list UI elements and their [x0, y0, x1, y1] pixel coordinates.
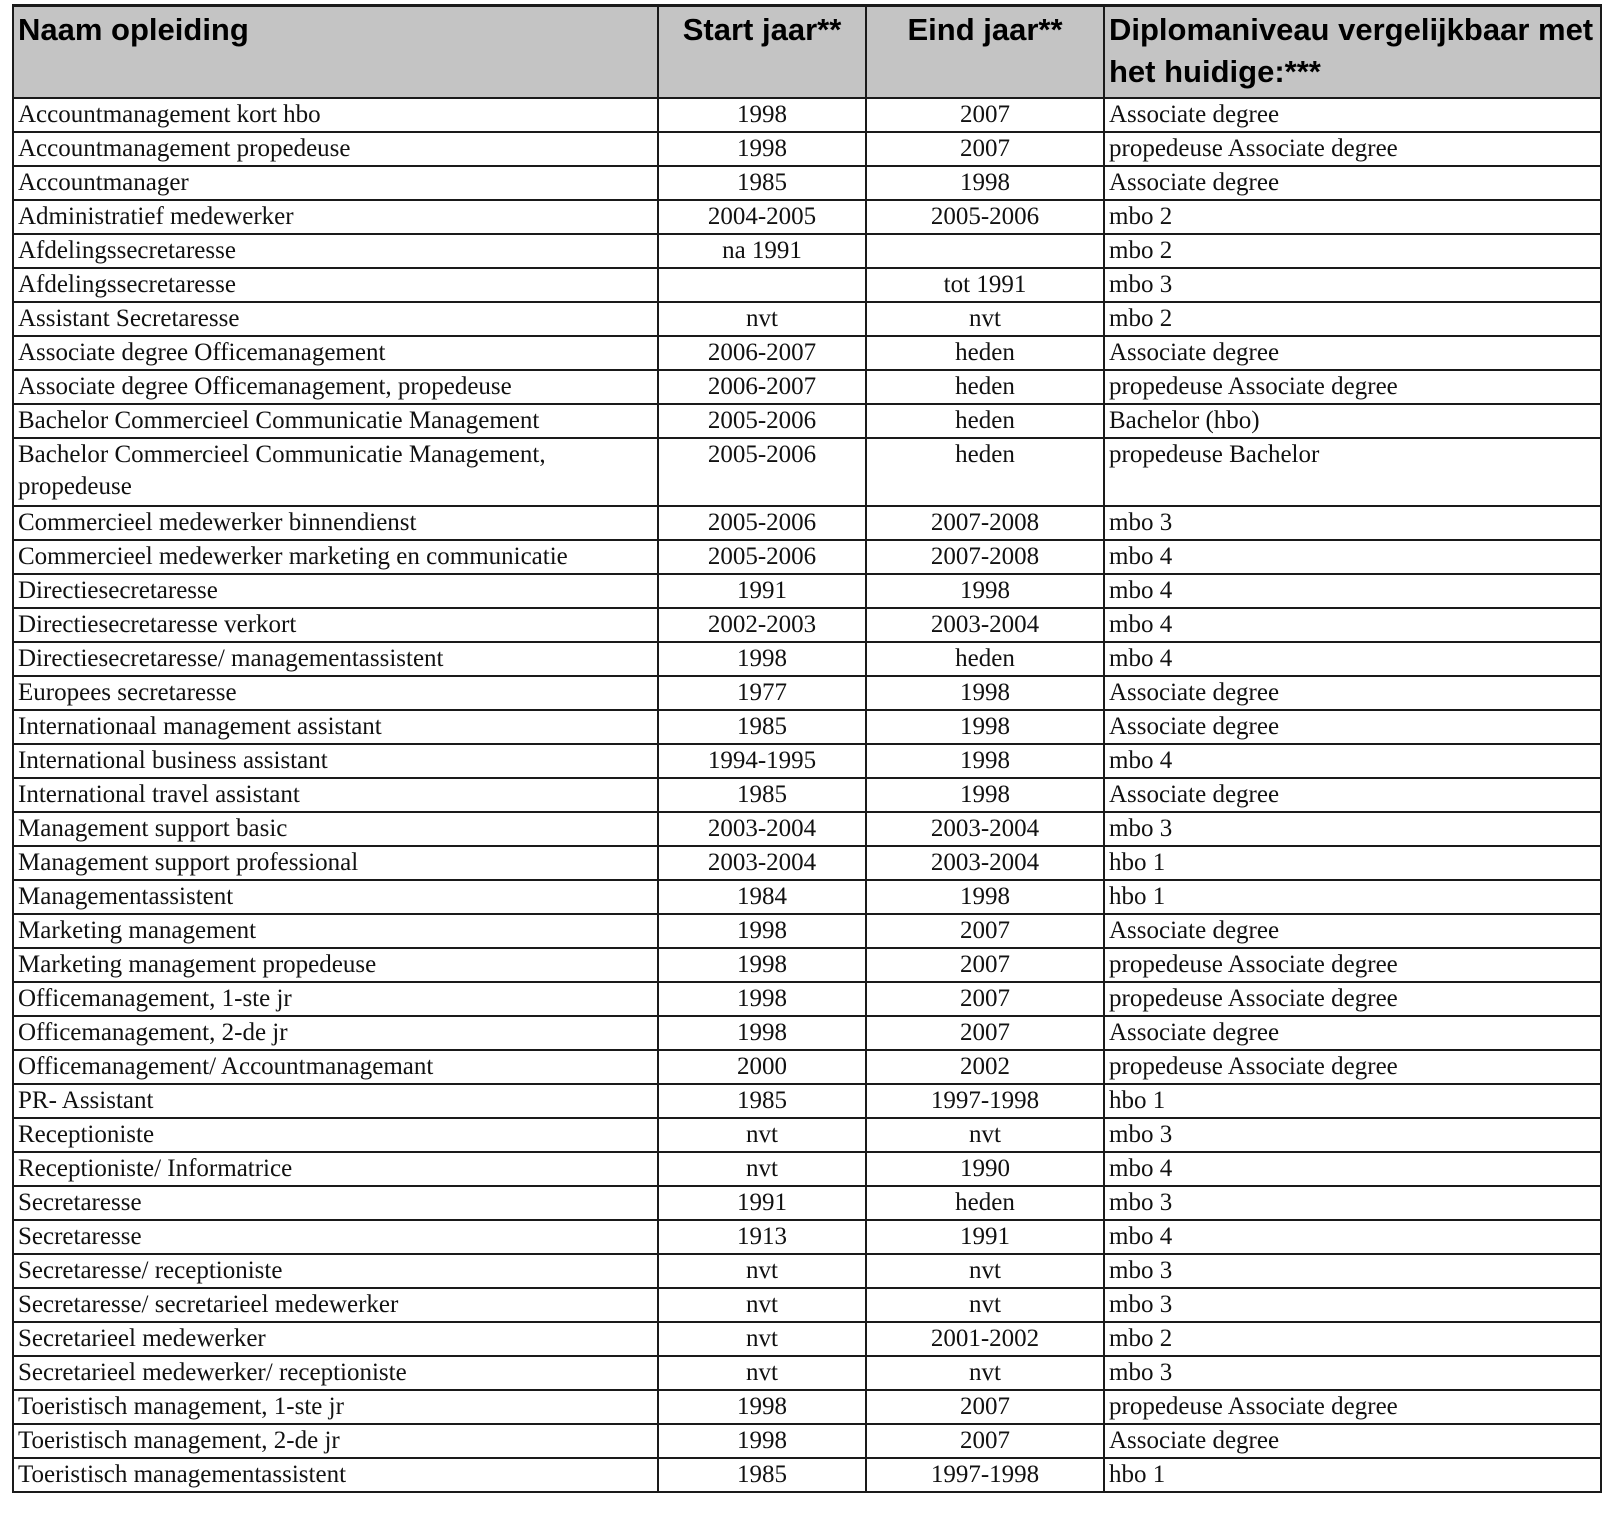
cell-start-year: 2003-2004 [658, 812, 866, 846]
cell-start-year: 1984 [658, 880, 866, 914]
cell-name: Accountmanager [13, 166, 658, 200]
cell-end-year: 1997-1998 [866, 1458, 1104, 1492]
cell-end-year: nvt [866, 302, 1104, 336]
cell-start-year: 2006-2007 [658, 370, 866, 404]
cell-end-year: 2003-2004 [866, 846, 1104, 880]
diploma-table [12, 4, 1602, 1493]
cell-diploma-level: mbo 3 [1104, 506, 1601, 540]
cell-diploma-level: mbo 3 [1104, 812, 1601, 846]
table-row [13, 880, 1601, 914]
cell-end-year: 2007-2008 [866, 506, 1104, 540]
table-row [13, 1186, 1601, 1220]
table-row [13, 846, 1601, 880]
cell-diploma-level: mbo 3 [1104, 268, 1601, 302]
cell-name: Officemanagement, 2-de jr [13, 1016, 658, 1050]
cell-start-year: 2005-2006 [658, 540, 866, 574]
cell-name: Directiesecretaresse/ managementassistent [13, 642, 658, 676]
cell-name: Associate degree Officemanagement [13, 336, 658, 370]
cell-diploma-level: Associate degree [1104, 676, 1601, 710]
cell-end-year: 1998 [866, 710, 1104, 744]
cell-name: Secretarieel medewerker/ receptioniste [13, 1356, 658, 1390]
cell-name: Managementassistent [13, 880, 658, 914]
cell-end-year: 2007 [866, 948, 1104, 982]
cell-name: Secretarieel medewerker [13, 1322, 658, 1356]
cell-start-year: nvt [658, 1288, 866, 1322]
header-diploma-level: Diplomaniveau vergelijkbaar met het huidige:*** [1104, 6, 1601, 99]
cell-diploma-level: propedeuse Associate degree [1104, 948, 1601, 982]
cell-start-year: nvt [658, 302, 866, 336]
cell-name: Afdelingssecretaresse [13, 268, 658, 302]
cell-start-year: 2003-2004 [658, 846, 866, 880]
cell-start-year: 1998 [658, 1424, 866, 1458]
table-row [13, 744, 1601, 778]
table-row [13, 948, 1601, 982]
table-row [13, 540, 1601, 574]
cell-diploma-level: mbo 4 [1104, 1220, 1601, 1254]
cell-diploma-level: Associate degree [1104, 778, 1601, 812]
cell-end-year: 1998 [866, 574, 1104, 608]
cell-end-year: 1997-1998 [866, 1084, 1104, 1118]
cell-diploma-level: hbo 1 [1104, 880, 1601, 914]
cell-end-year: heden [866, 370, 1104, 404]
table-row [13, 982, 1601, 1016]
cell-end-year: 2005-2006 [866, 200, 1104, 234]
cell-end-year: 2001-2002 [866, 1322, 1104, 1356]
table-row [13, 1084, 1601, 1118]
cell-end-year: 2007 [866, 1390, 1104, 1424]
cell-start-year: 2006-2007 [658, 336, 866, 370]
table-row [13, 1220, 1601, 1254]
header-start-year: Start jaar** [658, 6, 866, 99]
table-row [13, 1254, 1601, 1288]
cell-diploma-level: hbo 1 [1104, 846, 1601, 880]
cell-end-year: 2007 [866, 1016, 1104, 1050]
cell-end-year: nvt [866, 1356, 1104, 1390]
cell-diploma-level: mbo 4 [1104, 744, 1601, 778]
cell-start-year: 1991 [658, 574, 866, 608]
table-row [13, 1424, 1601, 1458]
table-row [13, 1458, 1601, 1492]
cell-end-year: heden [866, 336, 1104, 370]
cell-start-year: 1985 [658, 778, 866, 812]
table-row [13, 438, 1601, 506]
cell-name: International travel assistant [13, 778, 658, 812]
cell-start-year: 1994-1995 [658, 744, 866, 778]
cell-end-year: 2007-2008 [866, 540, 1104, 574]
cell-start-year: 2002-2003 [658, 608, 866, 642]
cell-end-year: heden [866, 1186, 1104, 1220]
cell-start-year: 1998 [658, 914, 866, 948]
cell-diploma-level: mbo 3 [1104, 1118, 1601, 1152]
table-body [13, 98, 1601, 1492]
table-row [13, 268, 1601, 302]
cell-end-year: 2007 [866, 132, 1104, 166]
cell-name: Secretaresse/ receptioniste [13, 1254, 658, 1288]
cell-diploma-level: Associate degree [1104, 914, 1601, 948]
cell-end-year: nvt [866, 1288, 1104, 1322]
table-row [13, 1288, 1601, 1322]
cell-end-year: 2002 [866, 1050, 1104, 1084]
table-row [13, 574, 1601, 608]
cell-end-year: 1998 [866, 166, 1104, 200]
cell-diploma-level: mbo 4 [1104, 642, 1601, 676]
cell-name: Afdelingssecretaresse [13, 234, 658, 268]
cell-name: Secretaresse [13, 1220, 658, 1254]
cell-diploma-level: Associate degree [1104, 710, 1601, 744]
cell-diploma-level: propedeuse Associate degree [1104, 1390, 1601, 1424]
cell-end-year [866, 234, 1104, 268]
cell-name: Toeristisch management, 1-ste jr [13, 1390, 658, 1424]
cell-end-year: 2007 [866, 982, 1104, 1016]
cell-name: Europees secretaresse [13, 676, 658, 710]
cell-start-year: 2005-2006 [658, 404, 866, 438]
cell-diploma-level: mbo 3 [1104, 1288, 1601, 1322]
cell-end-year: 2007 [866, 914, 1104, 948]
cell-diploma-level: propedeuse Associate degree [1104, 132, 1601, 166]
cell-start-year: 1977 [658, 676, 866, 710]
cell-end-year: 1990 [866, 1152, 1104, 1186]
table-row [13, 812, 1601, 846]
cell-name: Officemanagement, 1-ste jr [13, 982, 658, 1016]
table-row [13, 98, 1601, 132]
cell-diploma-level: Associate degree [1104, 98, 1601, 132]
cell-name: Internationaal management assistant [13, 710, 658, 744]
cell-start-year: 1991 [658, 1186, 866, 1220]
cell-start-year: 2000 [658, 1050, 866, 1084]
table-row [13, 778, 1601, 812]
diploma-table-sheet [12, 4, 1600, 1493]
table-row [13, 302, 1601, 336]
cell-start-year: nvt [658, 1254, 866, 1288]
table-row [13, 1050, 1601, 1084]
cell-start-year: 1985 [658, 1084, 866, 1118]
table-row [13, 1356, 1601, 1390]
cell-start-year: nvt [658, 1322, 866, 1356]
cell-name: Bachelor Commercieel Communicatie Management [13, 404, 658, 438]
cell-diploma-level: Associate degree [1104, 336, 1601, 370]
cell-diploma-level: hbo 1 [1104, 1458, 1601, 1492]
cell-end-year: 1998 [866, 778, 1104, 812]
cell-diploma-level: mbo 3 [1104, 1186, 1601, 1220]
cell-diploma-level: hbo 1 [1104, 1084, 1601, 1118]
cell-start-year: na 1991 [658, 234, 866, 268]
cell-start-year: 1998 [658, 98, 866, 132]
cell-name: Commercieel medewerker binnendienst [13, 506, 658, 540]
cell-diploma-level: mbo 4 [1104, 540, 1601, 574]
table-row [13, 370, 1601, 404]
header-row [13, 6, 1601, 99]
cell-start-year: 1985 [658, 1458, 866, 1492]
table-row [13, 166, 1601, 200]
table-row [13, 710, 1601, 744]
cell-diploma-level: mbo 4 [1104, 574, 1601, 608]
cell-start-year: 1913 [658, 1220, 866, 1254]
cell-start-year: 1998 [658, 948, 866, 982]
cell-name: Officemanagement/ Accountmanagemant [13, 1050, 658, 1084]
cell-diploma-level: mbo 4 [1104, 1152, 1601, 1186]
cell-end-year: 1998 [866, 744, 1104, 778]
cell-name: Directiesecretaresse verkort [13, 608, 658, 642]
cell-diploma-level: propedeuse Associate degree [1104, 982, 1601, 1016]
table-row [13, 1390, 1601, 1424]
table-row [13, 404, 1601, 438]
cell-start-year: 1998 [658, 132, 866, 166]
cell-name: Directiesecretaresse [13, 574, 658, 608]
cell-end-year: 2007 [866, 1424, 1104, 1458]
table-row [13, 1322, 1601, 1356]
cell-diploma-level: Associate degree [1104, 166, 1601, 200]
cell-start-year: 1998 [658, 1016, 866, 1050]
cell-name: International business assistant [13, 744, 658, 778]
cell-end-year: heden [866, 404, 1104, 438]
table-row [13, 676, 1601, 710]
table-row [13, 914, 1601, 948]
cell-diploma-level: propedeuse Associate degree [1104, 370, 1601, 404]
cell-end-year: heden [866, 438, 1104, 506]
cell-name: Receptioniste [13, 1118, 658, 1152]
cell-name: Toeristisch management, 2-de jr [13, 1424, 658, 1458]
table-row [13, 642, 1601, 676]
table-row [13, 132, 1601, 166]
cell-start-year: 1998 [658, 982, 866, 1016]
table-row [13, 1016, 1601, 1050]
cell-diploma-level: mbo 2 [1104, 200, 1601, 234]
cell-start-year: nvt [658, 1152, 866, 1186]
header-name: Naam opleiding [13, 6, 658, 99]
cell-name: Receptioniste/ Informatrice [13, 1152, 658, 1186]
cell-diploma-level: Bachelor (hbo) [1104, 404, 1601, 438]
cell-end-year: 2003-2004 [866, 812, 1104, 846]
cell-name: Accountmanagement propedeuse [13, 132, 658, 166]
cell-name: Marketing management [13, 914, 658, 948]
table-row [13, 608, 1601, 642]
cell-diploma-level: Associate degree [1104, 1016, 1601, 1050]
table-row [13, 506, 1601, 540]
cell-end-year: nvt [866, 1118, 1104, 1152]
table-row [13, 200, 1601, 234]
cell-name: Secretaresse/ secretarieel medewerker [13, 1288, 658, 1322]
table-row [13, 234, 1601, 268]
cell-name: Toeristisch managementassistent [13, 1458, 658, 1492]
cell-start-year: 2005-2006 [658, 438, 866, 506]
cell-name: PR- Assistant [13, 1084, 658, 1118]
cell-end-year: heden [866, 642, 1104, 676]
cell-end-year: nvt [866, 1254, 1104, 1288]
cell-diploma-level: mbo 3 [1104, 1356, 1601, 1390]
cell-diploma-level: mbo 3 [1104, 1254, 1601, 1288]
cell-name: Management support professional [13, 846, 658, 880]
cell-end-year: 1998 [866, 880, 1104, 914]
table-row [13, 336, 1601, 370]
cell-name: Bachelor Commercieel Communicatie Management, propedeuse [13, 438, 658, 506]
cell-diploma-level: propedeuse Bachelor [1104, 438, 1601, 506]
cell-start-year: 1998 [658, 1390, 866, 1424]
cell-diploma-level: mbo 2 [1104, 302, 1601, 336]
cell-end-year: 2003-2004 [866, 608, 1104, 642]
cell-name: Management support basic [13, 812, 658, 846]
header-end-year: Eind jaar** [866, 6, 1104, 99]
cell-diploma-level: mbo 2 [1104, 234, 1601, 268]
cell-diploma-level: mbo 2 [1104, 1322, 1601, 1356]
cell-name: Secretaresse [13, 1186, 658, 1220]
cell-diploma-level: Associate degree [1104, 1424, 1601, 1458]
cell-diploma-level: mbo 4 [1104, 608, 1601, 642]
table-row [13, 1118, 1601, 1152]
cell-end-year: 2007 [866, 98, 1104, 132]
cell-name: Associate degree Officemanagement, propedeuse [13, 370, 658, 404]
cell-end-year: 1998 [866, 676, 1104, 710]
cell-end-year: tot 1991 [866, 268, 1104, 302]
cell-start-year: nvt [658, 1356, 866, 1390]
cell-start-year: 1985 [658, 166, 866, 200]
cell-start-year: 1998 [658, 642, 866, 676]
table-row [13, 1152, 1601, 1186]
cell-end-year: 1991 [866, 1220, 1104, 1254]
cell-start-year: 1985 [658, 710, 866, 744]
cell-diploma-level: propedeuse Associate degree [1104, 1050, 1601, 1084]
cell-start-year [658, 268, 866, 302]
cell-name: Administratief medewerker [13, 200, 658, 234]
cell-name: Assistant Secretaresse [13, 302, 658, 336]
cell-start-year: 2005-2006 [658, 506, 866, 540]
cell-name: Accountmanagement kort hbo [13, 98, 658, 132]
cell-start-year: 2004-2005 [658, 200, 866, 234]
cell-name: Marketing management propedeuse [13, 948, 658, 982]
cell-start-year: nvt [658, 1118, 866, 1152]
cell-name: Commercieel medewerker marketing en communicatie [13, 540, 658, 574]
